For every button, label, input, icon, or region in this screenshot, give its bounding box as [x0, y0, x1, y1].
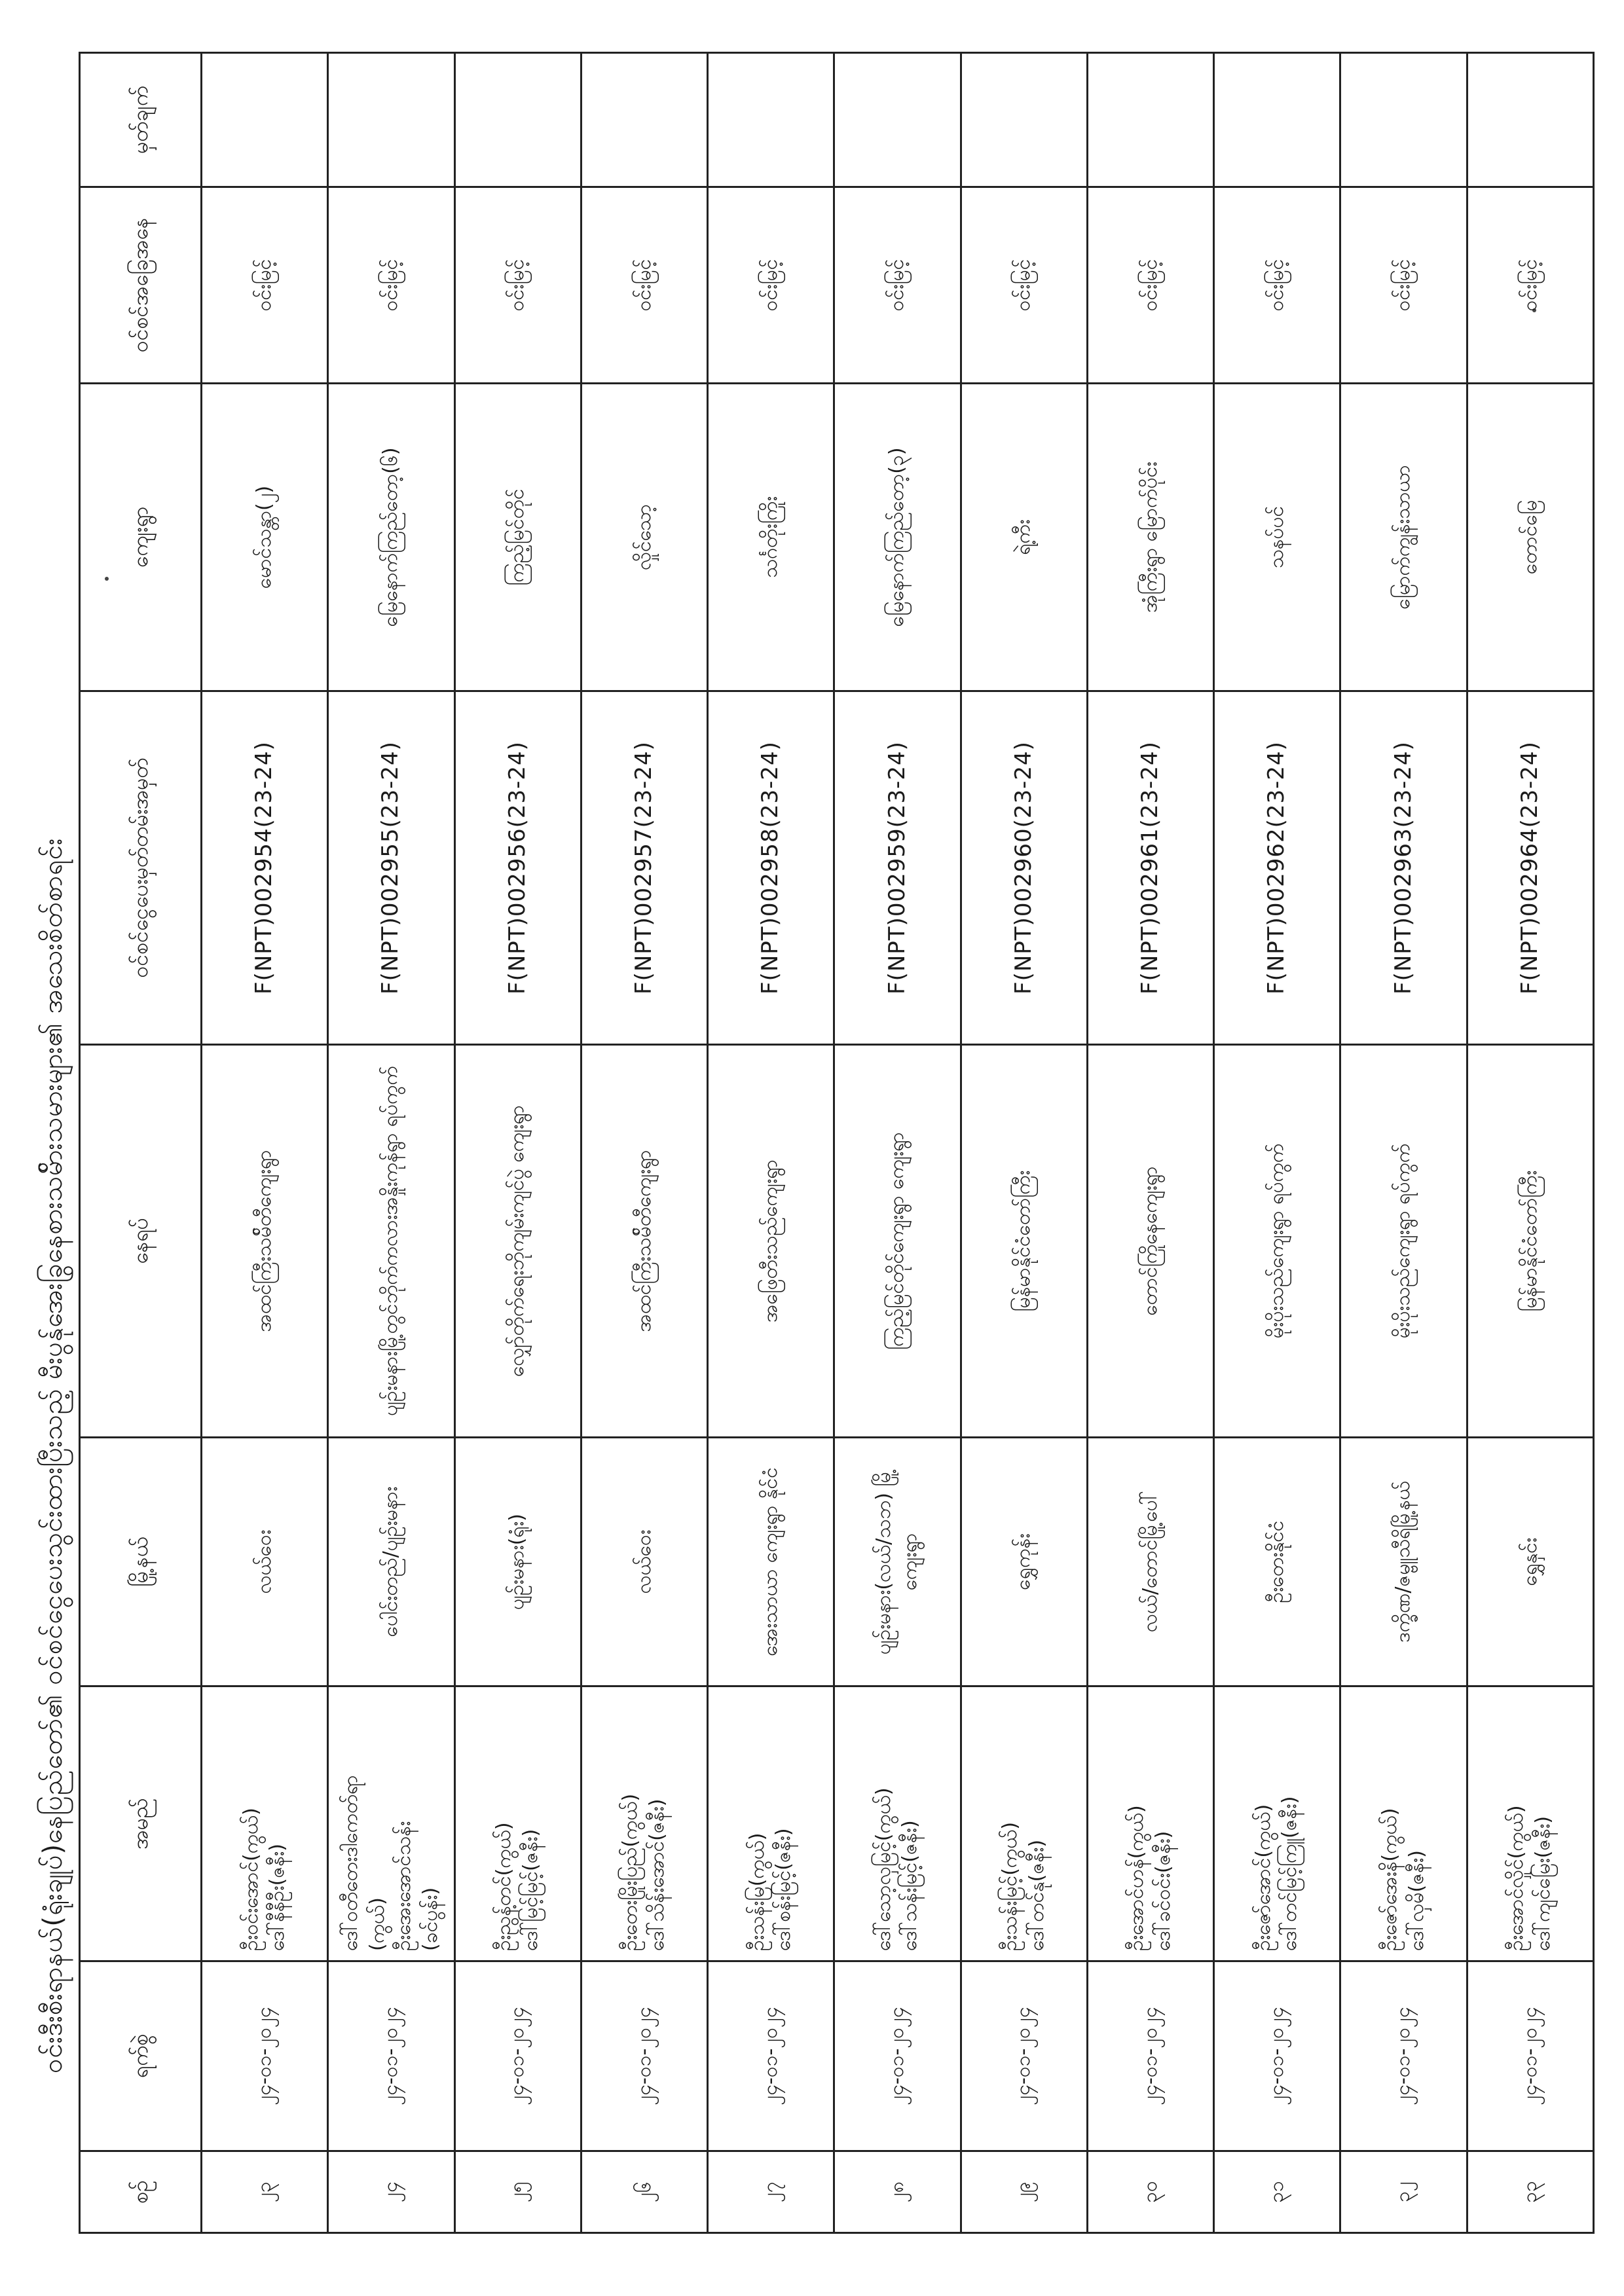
name-line: ဒေါ်တင်မြင့်ကြူ(ဇနီး): [1278, 1796, 1302, 1951]
cell-status: ဝင်းမြင့်: [1214, 187, 1340, 384]
cell-no: ၂၃: [202, 2151, 328, 2233]
cell-township: ရွှေနှင်း: [1467, 1438, 1593, 1686]
table-row: [1087, 53, 1213, 2233]
cell-name: [708, 1686, 834, 1961]
cell-village: မြောက်ကျွန်းသာယာ: [1340, 384, 1467, 691]
cell-no: ၂၈: [834, 2151, 961, 2233]
name-line: ဒေါ်ခင်ဝင်း(ဇနီး): [1151, 1831, 1175, 1951]
cell-status: ဝင်းမြင့်: [454, 187, 581, 384]
name-line: ဦးဇော်အောင်(ကွယ်): [1251, 1804, 1275, 1951]
cell-remark: [1087, 53, 1213, 187]
cell-village: တောင်မြေ: [1467, 384, 1593, 691]
name-line: ဦးညွန့်တင်(ကွယ်): [492, 1822, 516, 1951]
cell-township: ဒက္ခိဏ/ဇမ္ဗူသီရိမြို့နယ်: [1340, 1438, 1467, 1686]
table-row: [1214, 53, 1340, 2233]
cell-date: ၂၄-၀၁-၂၀၂၄: [708, 1961, 834, 2151]
name-line: ဒေါ်စန်းမြင့်(ဇနီး): [772, 1828, 796, 1951]
cell-address: အထင်ကြီးသမ်ိတီကျေးရွာ: [581, 1045, 707, 1438]
cell-village: သင်္ဂတိုးကြိုး: [708, 384, 834, 691]
cell-township: ရွှေကုန်း: [961, 1438, 1087, 1686]
cell-date: ၂၄-၀၁-၂၀၂၄: [1214, 1961, 1340, 2151]
cell-name: [1467, 1686, 1593, 1961]
cell-no: ၂၇: [708, 2151, 834, 2233]
cell-status: ဝင်းမြင့်: [1340, 187, 1467, 384]
cell-receipt: F(NPT)002960(23-24): [961, 691, 1087, 1045]
cell-address: အထင်ကြီးသမ်ိတီကျေးရွာ: [202, 1045, 328, 1438]
table-row: [581, 53, 707, 2233]
cell-address: မိုးပိုးသည်ကျေးရွာ ရပ်ကွက်: [1214, 1045, 1340, 1438]
cell-date: ၂၄-၀၁-၂၀၂၄: [328, 1961, 454, 2151]
cell-name: [328, 1686, 454, 1961]
cell-village: သနပ်ပင်: [1214, 384, 1340, 691]
name-line: ဒေါ်မြင့်မြင့်(ဇနီး): [519, 1829, 542, 1951]
cell-name: [202, 1686, 328, 1961]
cell-receipt: F(NPT)002961(23-24): [1087, 691, 1213, 1045]
cell-name: [1340, 1686, 1467, 1961]
cell-remark: [581, 53, 707, 187]
cell-township: လယ်ဝေး: [202, 1438, 328, 1686]
cell-status: ဝင်းမြင့်: [1467, 187, 1593, 384]
table-row: [708, 53, 834, 2233]
table-row: [834, 53, 961, 2233]
cell-address: မြန်မာနိုင်ငံတော်ကြီး: [1467, 1045, 1593, 1438]
cell-village: အုံကြီးရွာ မြောက်ပိုင်း: [1087, 384, 1213, 691]
cell-date: ၂၄-၀၁-၂၀၂၄: [1087, 1961, 1213, 2151]
document-title: ဝင်းဒီးစီးရာနယ်(ရုံးချုပ်)နေပြည်တော်၏ ဝင်စင်ငွေပေးသွင်းထားပြီးသည့် မီးပွန်ုအေးခြွနေစားသမ်ိားသမားများ၏ အသေးစိတ်စာရင်း: [38, 837, 68, 2073]
cell-address: လျှော်တိုက်ရေးဘိုကျမ်းကျင်ပွဲ ကျေးရွာ: [454, 1045, 581, 1438]
cell-no: ၂၉: [961, 2151, 1087, 2233]
cell-address: အဖြေတီးသည်ကျေးရွာ: [708, 1045, 834, 1438]
header-status: ဝင်စင်အခြေအနေ: [80, 187, 202, 384]
cell-status: ဝင်းမြင့်: [581, 187, 707, 384]
cell-name: [834, 1686, 961, 1961]
cell-no: ၂၄: [328, 2151, 454, 2233]
cell-township: လယ်ဝေး: [581, 1438, 707, 1686]
name-line: ဦးသန်းမြင့်(ကွယ်): [999, 1821, 1022, 1951]
cell-remark: [708, 53, 834, 187]
cell-no: ၃၁: [1214, 2151, 1340, 2233]
cell-date: ၂၄-၀၁-၂၀၂၄: [961, 1961, 1087, 2151]
cell-village: မောင်သန္တာ(၂): [202, 384, 328, 691]
name-line: ဒေါ်သော့လှမြင့်(ကွယ်): [872, 1787, 895, 1951]
cell-date: ၂၄-၀၁-၂၀၂၄: [1340, 1961, 1467, 2151]
cell-address: တောင်ကြိုနေကျေးရွာ: [1087, 1045, 1213, 1438]
cell-remark: [202, 53, 328, 187]
cell-date: ၂၄-၀၁-၂၀၂၄: [1467, 1961, 1593, 2151]
cell-receipt: F(NPT)002959(23-24): [834, 691, 961, 1045]
cell-remark: [1214, 53, 1340, 187]
cell-village: ရဲ့ကီး: [961, 384, 1087, 691]
cell-status: ဝင်းမြင့်: [1087, 187, 1213, 384]
cell-receipt: F(NPT)002963(23-24): [1340, 691, 1467, 1045]
cell-receipt: F(NPT)002958(23-24): [708, 691, 834, 1045]
header-receipt: ဝင်စင်ငွေပေးမှတ်တမ်းအမှတ်: [80, 691, 202, 1045]
cell-remark: [834, 53, 961, 187]
cell-village: မြေနောက်ကြည်တော့(၆): [328, 384, 454, 691]
cell-address: မိုးပိုးသည်ကျေးရွာ ရပ်ကွက်: [1340, 1045, 1467, 1438]
name-line: ဒေါ်နီနီဦး(ဇနီး): [266, 1843, 289, 1951]
name-line: ဦးအောင်ဟန်(ကွယ်): [1125, 1805, 1149, 1951]
header-address: နေရပ်: [80, 1045, 202, 1438]
cell-township: ပျဉ်းမနား(ရုံး): [454, 1438, 581, 1686]
name-line: ဦးတေးမြိုးပြည်(ကွယ်): [619, 1793, 642, 1951]
cell-status: ဝင်းမြင့်: [834, 187, 961, 384]
cell-remark: [328, 53, 454, 187]
cell-name: [1214, 1686, 1340, 1961]
header-village: ကျေးရွာ: [80, 384, 202, 691]
cell-township: ဦးတေးနိုင်ငံ: [1214, 1438, 1340, 1686]
cell-status: ဝင်းမြင့်: [328, 187, 454, 384]
cell-remark: [1467, 53, 1593, 187]
cell-no: ၃၀: [1087, 2151, 1213, 2233]
cell-receipt: F(NPT)002962(23-24): [1214, 691, 1340, 1045]
cell-date: ၂၄-၀၁-၂၀၂၄: [454, 1961, 581, 2151]
name-line: ဦးအောင်လှိုင်(ကွယ်): [1505, 1805, 1528, 1951]
table-row: [961, 53, 1087, 2233]
name-line: (ခင်ပွန်း): [418, 1887, 442, 1951]
cell-date: ၂၄-၀၁-၂၀၂၄: [834, 1961, 961, 2151]
table-row: [202, 53, 328, 2233]
name-line: ဦးအေးအောင်သန်း: [392, 1821, 416, 1951]
header-no: စဉ်: [80, 2151, 202, 2233]
cell-status: ဝင်းမြင့်: [708, 187, 834, 384]
cell-township: လယ်/တောင်မြို့ပေါ်: [1087, 1438, 1213, 1686]
cell-status: ဝင်းမြင့်: [202, 187, 328, 384]
name-line: ဒေါ်တင်နု(ဇနီး): [1025, 1839, 1048, 1951]
cell-village: လှိုင်သော့: [581, 384, 707, 691]
cell-no: ၂၆: [581, 2151, 707, 2233]
cell-remark: [1340, 53, 1467, 187]
cell-name: [1087, 1686, 1213, 1961]
table-row: [1467, 53, 1593, 2233]
cell-township: အေးသာယာ ကျေးရွာ နိုင်ငံ: [708, 1438, 834, 1686]
cell-name: [581, 1686, 707, 1961]
cell-address: မြန်မာနိုင်ငံတော်ကြီး: [961, 1045, 1087, 1438]
cell-no: ၃၃: [1467, 2151, 1593, 2233]
header-name: အမည်: [80, 1686, 202, 1961]
cell-date: ၂၄-၀၁-၂၀၂၄: [202, 1961, 328, 2151]
cell-receipt: F(NPT)002954(23-24): [202, 691, 328, 1045]
name-line: ဦးဝင်းအောင်(ကွယ်): [239, 1808, 263, 1951]
cell-village: ကြည့်မြင်တိုင်: [454, 384, 581, 691]
cell-receipt: F(NPT)002957(23-24): [581, 691, 707, 1045]
name-line: ဒေါ်သိန်းအောင်(ဇနီး): [645, 1798, 669, 1951]
cell-receipt: F(NPT)002955(23-24): [328, 691, 454, 1045]
cell-address: ပျဉ်းမနားမြို့တွင်ဘိုက်ကလားအနှိုးကုန်ရွာ ရပ်ကွက်: [328, 1045, 454, 1438]
cell-date: ၂၄-၀၁-၂၀၂၄: [581, 1961, 707, 2151]
records-table: [79, 52, 1595, 2234]
cell-remark: [454, 53, 581, 187]
cell-village: မြေနောက်ကြည်တော့(၃): [834, 384, 961, 691]
name-line: ဒေါ်လှမိ(ဇနီး): [1405, 1850, 1428, 1951]
cell-no: ၃၂: [1340, 2151, 1467, 2233]
header-township: မြို့နယ်: [80, 1438, 202, 1686]
cell-no: ၂၅: [454, 2151, 581, 2233]
table-body: [202, 53, 1594, 2233]
table-row: [1340, 53, 1467, 2233]
table-header-row: [80, 53, 202, 2233]
cell-remark: [961, 53, 1087, 187]
cell-name: [961, 1686, 1087, 1961]
cell-receipt: F(NPT)002956(23-24): [454, 691, 581, 1045]
header-remark: မှတ်ချက်: [80, 53, 202, 187]
table-row: [328, 53, 454, 2233]
name-line: ဒေါ်ကျင်မြေး(ဇနီး): [1531, 1815, 1555, 1951]
name-line: ဒေါ်ဝတီတေးဒါကေတ်ရာ: [339, 1775, 363, 1951]
cell-status: ဝင်းမြင့်: [961, 187, 1087, 384]
cell-address: ကြည့်မြင်တိုင်ကျေးရွာ ကျေးရွာ: [834, 1045, 961, 1438]
table-row: [454, 53, 581, 2233]
name-line: ဦးဇော်အေးနိ(ကွယ်): [1378, 1808, 1402, 1951]
cell-name: [454, 1686, 581, 1961]
cell-receipt: F(NPT)002964(23-24): [1467, 691, 1593, 1045]
name-line: ဒေါ်သန်းမြင့်(ဇနီး): [898, 1820, 922, 1951]
name-line: ဦးသန်းမြ(ကွယ်): [745, 1832, 769, 1951]
name-line: (ကွယ်): [365, 1897, 389, 1951]
header-date: ရက်စွဲ: [80, 1961, 202, 2151]
cell-township: ပေါင်းတည်/ပျဉ်းမနား: [328, 1438, 454, 1686]
cell-township: ပျဉ်းမနား(လယ်/သဘ) မြို့ကျေးရွာ: [834, 1438, 961, 1686]
